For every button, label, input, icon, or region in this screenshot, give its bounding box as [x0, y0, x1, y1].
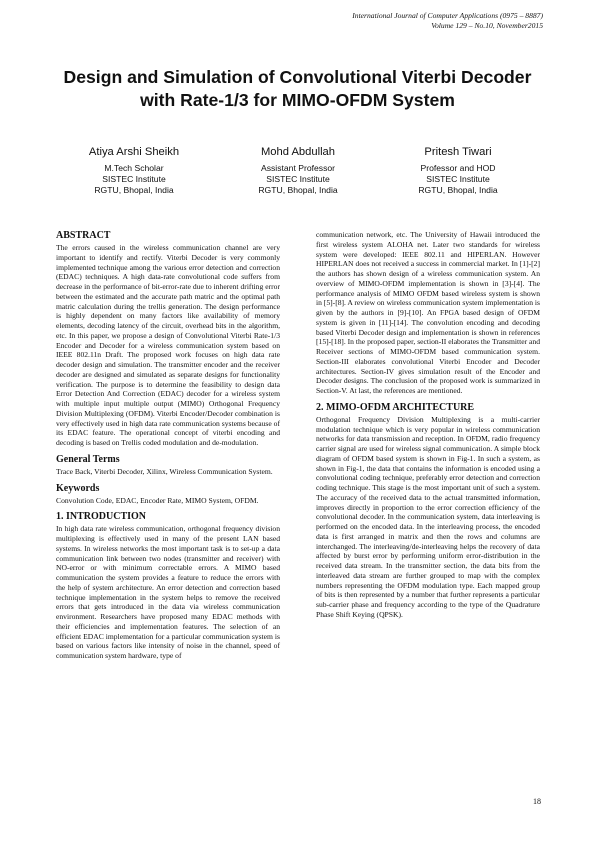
- left-column: [56, 230, 280, 661]
- section2-heading: 2. MIMO-OFDM ARCHITECTURE: [316, 401, 475, 413]
- section2-text: Orthogonal Frequency Division Multiplexing is a multi-carrier modulation technique which is very popular in wireless communication networks for data transmission and reception. In OFDM, radio frequency carrier signal are used for wireless signal communication. A simple block diagram of OFDM based system is shown in Fig-1. In such a system, as shown in Fig-1, the data that contains the information is encoded using a convolutional coding technique, preferably error detection and correction coding technique. This stage is the most important unit of such a system. The accuracy of the received data to the actual transmitted information, improves directly in proportion to the error correction efficiency of the convolutional decoder. In the communication system, data interleaving is performed on the encoded data. In the interleaving process, the encoded data is first arranged in matrix and then the rows and columns are interchanged. The interleaving/de-interleaving helps the recovery of data affected by burst error by performing uniform error-distribution in the received data stream. In the transmitter section, the data bits from the interleaved data stream are further grouped to map with the complex numbers representing the OFDM modulation type. Each mapped group of bits is then represented by a number that further represents a particular sub-carrier phase and frequency according to the type of the Quadrature Phase Shift Keying (QPSK).: [316, 414, 540, 619]
- author-name: Pritesh Tiwari: [424, 146, 492, 158]
- author-name: Mohd Abdullah: [260, 146, 336, 158]
- author-name: Atiya Arshi Sheikh: [88, 146, 180, 158]
- author-3: [368, 146, 548, 196]
- author-institute: SISTEC Institute: [426, 174, 490, 184]
- author-location: RGTU, Bhopal, India: [258, 185, 338, 195]
- author-role: M.Tech Scholar: [104, 163, 164, 173]
- author-institute: SISTEC Institute: [266, 174, 330, 184]
- paper-title-line2: with Rate-1/3 for MIMO-OFDM System: [140, 90, 455, 110]
- abstract-text: The errors caused in the wireless communication channel are very important to identify and rectify. Viterbi Decoder is very commonly implemented technique among the various error detection and correction (EDAC) techniques. A high data-rate convolutional code suffers from decrease in the performance of bit-error-rate due to inherent drifting error between the estimated and the accurate path matric and the optimal path matric calculation during the trellis generation. The design performance is highly dependent on many factors like availability of memory elements, decoding latency of the circuit, overhead bits in the algorithm, etc. In this paper, we propose a design of Convolutional Viterbi Rate-1/3 Encoder and Decoder for a wireless communication system based on IEEE 802.11n Draft. The proposed work focuses on high data rate decoder design and simulation. The transmitter encoder and the receiver decoder are designed and simulated as separate designs for functionality verification. The purpose is to determine the feasibility to design data Error Detection And Correction (EDAC) decoder for a wireless system with multiple input multiple output (MIMO) Orthogonal Frequency Division Multiplexing (OFDM). Viterbi Encoder/Decoder combination is very effectively used in high data rate communication systems because of its EDAC feature. The operational concept of viterbi encoding and decoding is based on Trellis coded modulation and de-modulation.: [56, 243, 280, 447]
- introduction-heading: 1. INTRODUCTION: [56, 511, 147, 523]
- abstract-heading: ABSTRACT: [56, 230, 111, 241]
- author-role: Assistant Professor: [260, 163, 336, 173]
- general-terms-heading: General Terms: [56, 453, 120, 465]
- paper-title-line1: Design and Simulation of Convolutional Viterbi Decoder: [63, 67, 532, 87]
- author-location: RGTU, Bhopal, India: [94, 185, 174, 195]
- author-2: [208, 146, 388, 196]
- journal-volume: Volume 129 – No.10, November2015: [431, 21, 543, 30]
- journal-name: International Journal of Computer Applications (0975 – 8887): [352, 11, 543, 20]
- journal-header: [352, 11, 543, 31]
- general-terms-text: Trace Back, Viterbi Decoder, Xilinx, Wireless Communication System.: [56, 466, 273, 476]
- author-1: [44, 146, 224, 196]
- introduction-text: In high data rate wireless communication, orthogonal frequency division multiplexing is effectively used in many of the present LAN based systems. In wireless networks the most important task is to set-up a data communication link between two nodes (transmitter and receiver) with NO-error or with minimum correctable errors. A MIMO based communication the system provides a feature to reduce the errors with the help of system architecture. An error detection and correction based technique implementation in the system helps to remove the received errors that gets introduced in the data via wireless communication environment. Researchers have proposed many EDAC methods with their efficiencies and implementation features. The selection of an efficient EDAC implementation for a particular communication system is based on various factors like intensity of noise in the channel, speed of communication system hardware, type of: [56, 524, 280, 660]
- introduction-continued-text: communication network, etc. The University of Hawaii introduced the first wireless system ALOHA net. Later two standards for wireless system were developed: IEEE 802.11 and HIPERLAN. However HIPERLAN does not received a success in commercial market. In [1]-[2] the authors has shown design of a wireless communication system. An overview of MIMO-OFDM implementation is shown in [3]-[4]. The performance analysis of MIMO OFDM based wireless system is shown in [5]-[8]. A review on wireless communication system implementation is given by the authors in [9]-[10]. An FPGA based design of OFDM system is given in [11]-[14]. The convolution encoding and decoding based Viterbi Decoder design and implementation is shown in references [15]-[18]. In the proposed paper, section-II elaborates the Transmitter and Receiver sections of MIMO-OFDM based communication system. Section-III elaborates convolutional Viterbi Encoder and Decoder architectures. Section-IV gives simulation result of the Encoder and Decoder designs. The conclusion of the proposed work is summarized in Section-V. At last, the references are mentioned.: [316, 230, 540, 395]
- author-location: RGTU, Bhopal, India: [418, 185, 498, 195]
- paper-title: [40, 66, 555, 112]
- right-column: [316, 230, 540, 620]
- author-institute: SISTEC Institute: [102, 174, 166, 184]
- page-number: 18: [533, 797, 541, 806]
- keywords-text: Convolution Code, EDAC, Encoder Rate, MIMO System, OFDM.: [56, 495, 259, 505]
- author-role: Professor and HOD: [420, 163, 496, 173]
- keywords-heading: Keywords: [56, 482, 100, 494]
